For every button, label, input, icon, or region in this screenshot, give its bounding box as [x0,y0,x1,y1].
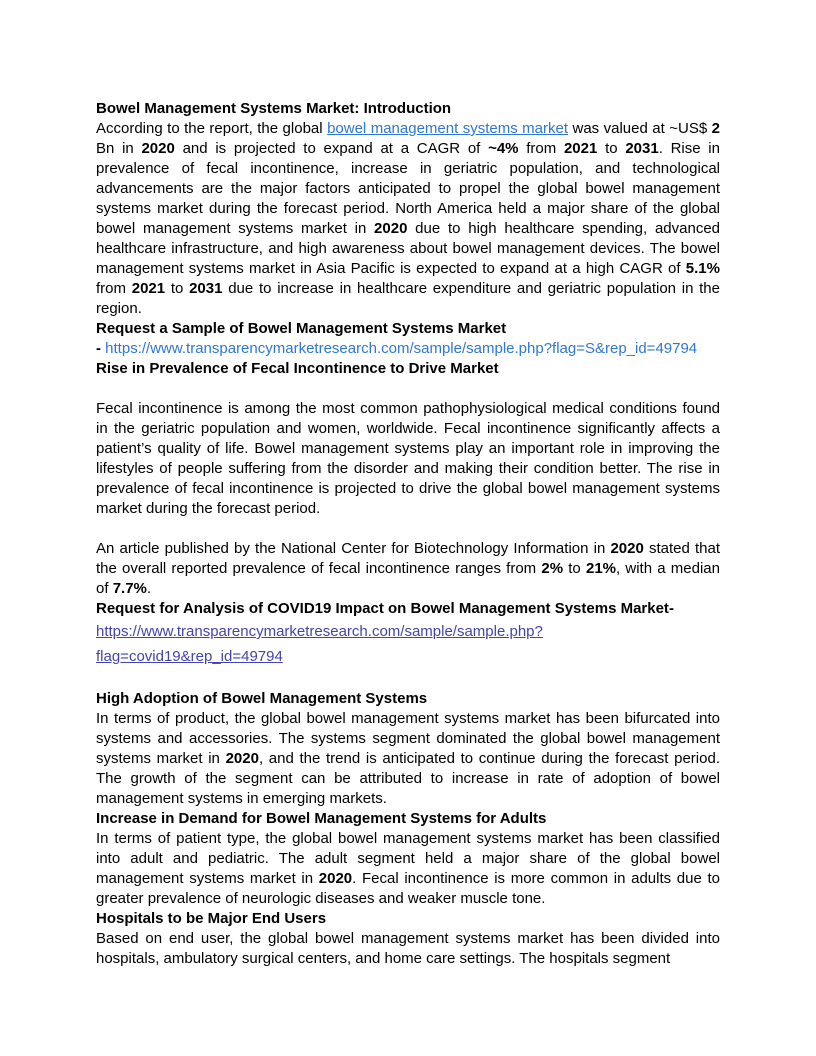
bold-text-run: Increase in Demand for Bowel Management Systems for Adults [96,810,547,827]
covid19-request-heading [96,599,720,619]
intro-heading [96,99,720,119]
bold-text-run: 2031 [189,280,223,297]
text-run: In terms of product, the global bowel management systems market has been bifurcated into systems and accessories. The systems segment dominated the global bowel management systems market in [96,710,720,767]
covid19-link-paragraph [96,619,720,669]
blank-line [96,519,720,539]
bold-text-run: Rise in Prevalence of Fecal Incontinence to Drive Market [96,360,499,377]
text-run: , with a median of [96,560,720,597]
demand-adults-heading [96,809,720,829]
sample-link-line [96,339,720,359]
bowel-management-systems-market-link[interactable]: bowel management systems market [327,120,569,137]
text-run: stated that the overall reported prevalence of fecal incontinence ranges from [96,540,720,577]
text-run: to [165,280,190,297]
bold-text-run: - [96,340,106,357]
bold-text-run: Request a Sample of Bowel Management Systems Market [96,320,507,337]
bold-text-run: 2 [711,120,720,137]
text-run: In terms of patient type, the global bowel management systems market has been classified into adult and pediatric. The adult segment held a major share of the global bowel management systems market in [96,830,720,887]
text-run: from [96,280,132,297]
request-sample-heading [96,319,720,339]
text-run: . Rise in prevalence of fecal incontinence, increase in geriatric population, and technological advancements are the major factors anticipated to propel the global bowel management systems market during the forecast period. North America held a major share of the global bowel management systems market in [96,140,720,237]
covid19-url-link-line1[interactable]: https://www.transparencymarketresearch.com/sample/sample.php? [96,623,543,640]
blank-line [96,379,720,399]
hospitals-paragraph [96,929,720,969]
text-run: due to high healthcare spending, advanced healthcare infrastructure, and high awareness about bowel management devices. The bowel management systems market in Asia Pacific is expected to expand at a high CAGR of [96,220,720,277]
fecal-incontinence-paragraph [96,399,720,519]
text-run: to [563,560,586,577]
text-run: and is projected to expand at a CAGR of [174,140,489,157]
bold-text-run: Bowel Management Systems Market: Introduction [96,100,452,117]
bold-text-run: 2031 [625,140,659,157]
bold-text-run: 2021 [131,280,166,297]
hospitals-heading [96,909,720,929]
bold-text-run: 21% [585,560,617,577]
sample-url-link[interactable]: https://www.transparencymarketresearch.com/sample/sample.php?flag=S&rep_id=49794 [105,340,698,357]
text-run: Based on end user, the global bowel management systems market has been divided into hospitals, ambulatory surgical centers, and home care settings. The hospitals segment [96,930,720,967]
high-adoption-heading [96,689,720,709]
text-run: An article published by the National Center for Biotechnology Information in [96,540,611,557]
text-run: to [597,140,626,157]
high-adoption-paragraph [96,709,720,809]
ncbi-article-paragraph [96,539,720,599]
bold-text-run: 2020 [374,220,408,237]
bold-text-run: 2020 [318,870,353,887]
text-run: . [146,580,152,597]
bold-text-run: 2020 [610,540,644,557]
bold-text-run: 2020 [225,750,259,767]
text-run: Fecal incontinence is among the most common pathophysiological medical conditions found in the geriatric population and women, worldwide. Fecal incontinence significantly affects a patient’s quality of life. Bowel management systems play an important role in improving the lifestyles of people suffering from the disorder and making their condition better. The rise in prevalence of fecal incontinence is projected to drive the global bowel management systems market during the forecast period. [96,400,720,517]
bold-text-run: Request for Analysis of COVID19 Impact on Bowel Management Systems Market [96,600,669,617]
intro-paragraph [96,119,720,319]
text-run: due to increase in healthcare expenditure and geriatric population in the region. [96,280,720,317]
text-run: According to the report, the global [96,120,328,137]
covid19-url-link-line2[interactable]: flag=covid19&rep_id=49794 [96,648,283,665]
bold-text-run: High Adoption of Bowel Management Systems [96,690,428,707]
bold-text-run: 2020 [141,140,175,157]
document-body [96,99,720,969]
blank-line [96,669,720,689]
text-run: , and the trend is anticipated to continue during the forecast period. The growth of the segment can be attributed to increase in rate of adoption of bowel management systems in emerging markets. [96,750,720,807]
text-run: Bn in [96,140,142,157]
bold-text-run: ~4% [488,140,519,157]
bold-text-run: 7.7% [112,580,147,597]
demand-adults-paragraph [96,829,720,909]
bold-text-run: 2021 [563,140,598,157]
text-run: from [518,140,564,157]
text-run: - [668,600,674,617]
rise-in-prevalence-heading [96,359,720,379]
bold-text-run: 5.1% [685,260,720,277]
text-run: . Fecal incontinence is more common in adults due to greater prevalence of neurologic diseases and weaker muscle tone. [96,870,720,907]
text-run: was valued at ~US$ [568,120,712,137]
bold-text-run: Hospitals to be Major End Users [96,910,327,927]
bold-text-run: 2% [541,560,564,577]
